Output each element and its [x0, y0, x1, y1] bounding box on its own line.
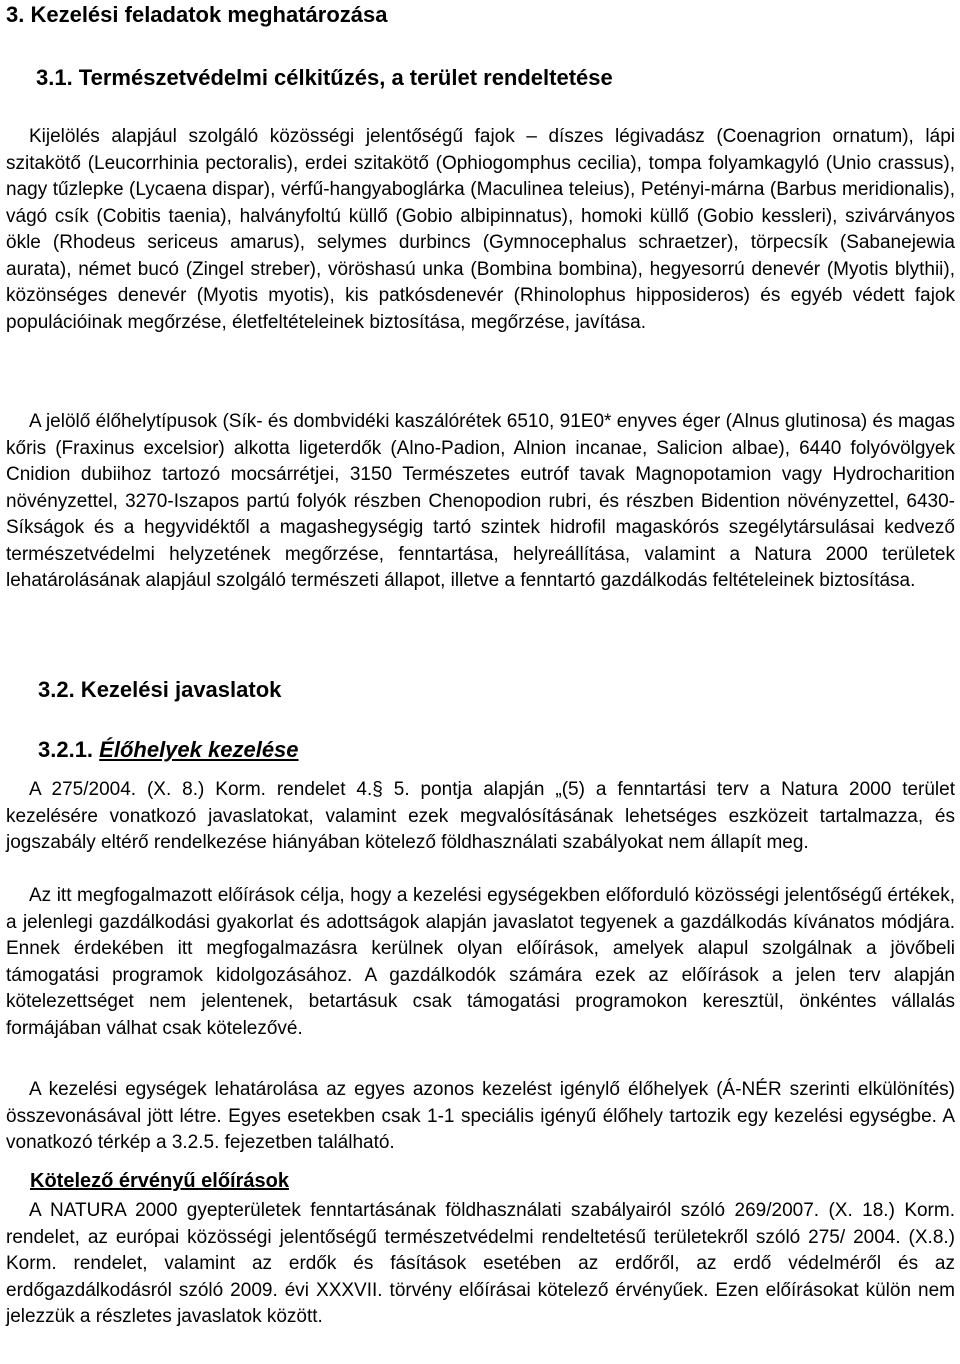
- paragraph-habitat-types: [6, 409, 955, 595]
- subheading-mandatory-rules: Kötelező érvényű előírások: [30, 1170, 289, 1192]
- paragraph-target-species: [6, 124, 955, 336]
- paragraph-regulation-text: A 275/2004. (X. 8.) Korm. rendelet 4.§ 5. pontja alapján „(5) a fenntartási terv a Natura 2000 terület kezelésére vonatkozó javaslatokat, valamint ezek megvalósításának lehetséges eszközeit tartalmazza, és jogszabály eltérő rendelkezése hiányában kötelező földhasználati szabályokat nem állapít meg.: [6, 779, 955, 853]
- section-heading-3-2-1: [38, 737, 299, 763]
- paragraph-prescriptions-goal-text: Az itt megfogalmazott előírások célja, hogy a kezelési egységekben előforduló közösségi jelentőségű értékek, a jelenlegi gazdálkodási gyakorlat és adottságok alapján javaslatot tegyenek a gazdálkodás kívánatos módjára. Ennek érdekében itt megfogalmazásra kerülnek olyan előírások, amelyek alapul szolgálnak a jövőbeli támogatási programok kidolgozásához. A gazdálkodók számára ezek az előírások a jelen terv alapján kötelezettséget nem jelentenek, betartásuk csak támogatási programokon keresztül, önkéntes vállalás formájában válhat csak kötelezővé.: [6, 885, 955, 1039]
- section-heading-3-1: 3.1. Természetvédelmi célkitűzés, a terület rendeltetése: [36, 65, 613, 90]
- section-heading-3-2: 3.2. Kezelési javaslatok: [38, 677, 282, 702]
- paragraph-regulation: [6, 777, 955, 857]
- paragraph-prescriptions-goal: [6, 883, 955, 1042]
- paragraph-habitat-types-text: A jelölő élőhelytípusok (Sík- és dombvidéki kaszálórétek 6510, 91E0* enyves éger (Alnus glutinosa) és magas kőris (Fraxinus excelsior) alkotta ligeterdők (Alno-Padion, Alnion incanae, Salicion albae), 6440 folyóvölgyek Cnidion dubiihoz tartozó mocsárrétjei, 3150 Természetes eutróf tavak Magnopotamion vagy Hydrocharition növényzettel, 3270-Iszapos partú folyók részben Chenopodion rubri, és részben Bidention növényzettel, 6430-Síkságok és a hegyvidéktől a magashegységig tartó szintek hidrofil magaskórós szegélytársulásai kedvező természetvédelmi helyzetének megőrzése, fenntartása, helyreállítása, valamint a Natura 2000 területek lehatárolásának alapjául szolgáló természeti állapot, illetve a fenntartó gazdálkodás feltételeinek biztosítása.: [6, 411, 955, 591]
- paragraph-mandatory-rules-text: A NATURA 2000 gyepterületek fenntartásának földhasználati szabályairól szóló 269/2007. (X. 18.) Korm. rendelet, az európai közösségi jelentőségű természetvédelmi rendeltetésű területekről szóló 275/ 2004. (X.8.) Korm. rendelet, valamint az erdők és fásítások esetében az erdőről, az erdő védelméről és az erdőgazdálkodásról szóló 2009. évi XXXVII. törvény előírásai kötelező érvényűek. Ezen előírásokat külön nem jelezzük a részletes javaslatok között.: [6, 1200, 955, 1327]
- paragraph-mandatory-rules: [6, 1198, 955, 1331]
- section-title: Élőhelyek kezelése: [99, 737, 299, 762]
- section-number: 3.2.1.: [38, 737, 94, 762]
- paragraph-management-units-text: A kezelési egységek lehatárolása az egyes azonos kezelést igénylő élőhelyek (Á-NÉR szerinti elkülönítés) összevonásával jött létre. Egyes esetekben csak 1-1 speciális igényű élőhely tartozik egy kezelési egységbe. A vonatkozó térkép a 3.2.5. fejezetben található.: [6, 1079, 955, 1153]
- paragraph-management-units: [6, 1077, 955, 1157]
- chapter-heading: 3. Kezelési feladatok meghatározása: [6, 2, 388, 27]
- paragraph-target-species-text: Kijelölés alapjául szolgáló közösségi jelentőségű fajok – díszes légivadász (Coenagrion ornatum), lápi szitakötő (Leucorrhinia pectoralis), erdei szitakötő (Ophiogomphus cecilia), tompa folyamkagyló (Unio crassus), nagy tűzlepke (Lycaena dispar), vérfű-hangyaboglárka (Maculinea teleius), Petényi-márna (Barbus meridionalis), vágó csík (Cobitis taenia), halványfoltú küllő (Gobio albipinnatus), homoki küllő (Gobio kessleri), szivárványos ökle (Rhodeus sericeus amarus), selymes durbincs (Gymnocephalus schraetzer), törpecsík (Sabanejewia aurata), német bucó (Zingel streber), vöröshasú unka (Bombina bombina), hegyesorrú denevér (Myotis blythii), közönséges denevér (Myotis myotis), kis patkósdenevér (Rhinolophus hipposideros) és egyéb védett fajok populációinak megőrzése, életfeltételeinek biztosítása, megőrzése, javítása.: [6, 126, 955, 333]
